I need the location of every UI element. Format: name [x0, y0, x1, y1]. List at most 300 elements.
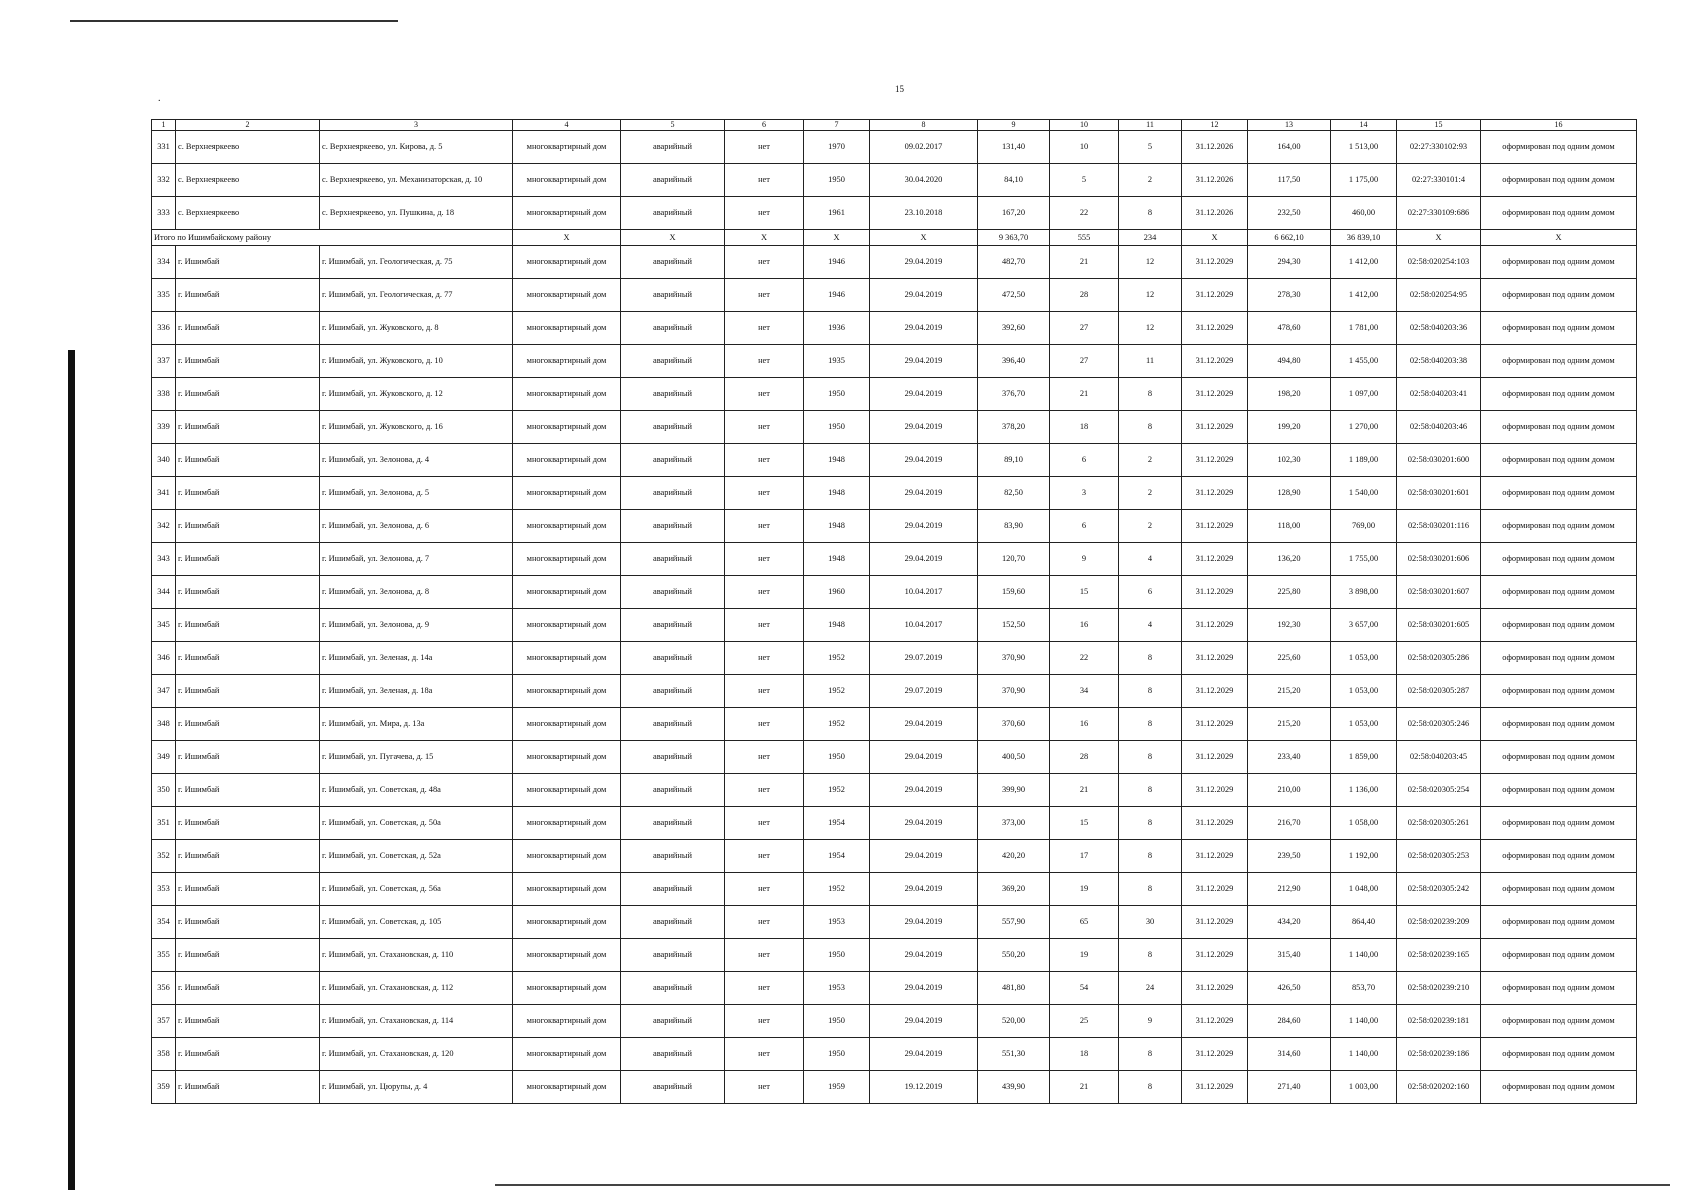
total-value: 36 839,10: [1331, 230, 1397, 246]
value-cell: 769,00: [1331, 510, 1397, 543]
year-built-cell: 1950: [804, 1005, 870, 1038]
recognition-date-cell: 29.04.2019: [870, 774, 978, 807]
condition-cell: аварийный: [621, 543, 725, 576]
land-area-cell: 198,20: [1248, 378, 1331, 411]
column-header-1: 1: [152, 120, 176, 131]
total-x-mark: X: [513, 230, 621, 246]
units-cell: 12: [1119, 312, 1182, 345]
settlement-cell: г. Ишимбай: [176, 807, 320, 840]
deadline-cell: 31.12.2029: [1182, 840, 1248, 873]
year-built-cell: 1953: [804, 972, 870, 1005]
table-row: [152, 312, 1637, 345]
settlement-cell: г. Ишимбай: [176, 708, 320, 741]
settlement-cell: г. Ишимбай: [176, 675, 320, 708]
year-built-cell: 1953: [804, 906, 870, 939]
residents-cell: 10: [1050, 131, 1119, 164]
land-status-cell: оформирован под одним домом: [1481, 411, 1637, 444]
row-number: 337: [152, 345, 176, 378]
units-cell: 24: [1119, 972, 1182, 1005]
value-cell: 853,70: [1331, 972, 1397, 1005]
cadastral-number-cell: 02:58:030201:116: [1397, 510, 1481, 543]
address-cell: г. Ишимбай, ул. Зеленая, д. 18а: [320, 675, 513, 708]
recognition-date-cell: 29.04.2019: [870, 345, 978, 378]
land-area-cell: 192,30: [1248, 609, 1331, 642]
cadastral-number-cell: 02:58:030201:607: [1397, 576, 1481, 609]
value-cell: 1 540,00: [1331, 477, 1397, 510]
table-row: [152, 131, 1637, 164]
land-area-cell: 216,70: [1248, 807, 1331, 840]
total-x-mark: X: [870, 230, 978, 246]
address-cell: г. Ишимбай, ул. Пугачева, д. 15: [320, 741, 513, 774]
condition-cell: аварийный: [621, 1038, 725, 1071]
settlement-cell: г. Ишимбай: [176, 642, 320, 675]
settlement-cell: г. Ишимбай: [176, 873, 320, 906]
row-number: 359: [152, 1071, 176, 1104]
flag-cell: нет: [725, 510, 804, 543]
value-cell: 1 270,00: [1331, 411, 1397, 444]
table-row: [152, 1038, 1637, 1071]
condition-cell: аварийный: [621, 873, 725, 906]
cadastral-number-cell: 02:58:040203:46: [1397, 411, 1481, 444]
units-cell: 8: [1119, 741, 1182, 774]
condition-cell: аварийный: [621, 741, 725, 774]
recognition-date-cell: 29.04.2019: [870, 510, 978, 543]
residents-cell: 65: [1050, 906, 1119, 939]
address-cell: г. Ишимбай, ул. Жуковского, д. 16: [320, 411, 513, 444]
value-cell: 1 140,00: [1331, 1005, 1397, 1038]
year-built-cell: 1954: [804, 807, 870, 840]
flag-cell: нет: [725, 279, 804, 312]
flag-cell: нет: [725, 246, 804, 279]
table-row: [152, 807, 1637, 840]
scan-bottom-rule: [495, 1184, 1670, 1186]
address-cell: г. Ишимбай, ул. Цюрупы, д. 4: [320, 1071, 513, 1104]
year-built-cell: 1952: [804, 642, 870, 675]
flag-cell: нет: [725, 939, 804, 972]
total-x-mark: X: [1182, 230, 1248, 246]
row-number: 333: [152, 197, 176, 230]
value-cell: 1 412,00: [1331, 279, 1397, 312]
table-row: [152, 164, 1637, 197]
area-cell: 131,40: [978, 131, 1050, 164]
land-status-cell: оформирован под одним домом: [1481, 807, 1637, 840]
year-built-cell: 1948: [804, 543, 870, 576]
building-type-cell: многоквартирный дом: [513, 477, 621, 510]
recognition-date-cell: 29.07.2019: [870, 675, 978, 708]
building-type-cell: многоквартирный дом: [513, 972, 621, 1005]
settlement-cell: с. Верхнеяркеево: [176, 197, 320, 230]
deadline-cell: 31.12.2026: [1182, 197, 1248, 230]
land-area-cell: 271,40: [1248, 1071, 1331, 1104]
building-type-cell: многоквартирный дом: [513, 741, 621, 774]
recognition-date-cell: 29.04.2019: [870, 972, 978, 1005]
deadline-cell: 31.12.2029: [1182, 477, 1248, 510]
settlement-cell: г. Ишимбай: [176, 444, 320, 477]
land-status-cell: оформирован под одним домом: [1481, 378, 1637, 411]
land-area-cell: 315,40: [1248, 939, 1331, 972]
address-cell: г. Ишимбай, ул. Стахановская, д. 112: [320, 972, 513, 1005]
land-status-cell: оформирован под одним домом: [1481, 774, 1637, 807]
recognition-date-cell: 29.04.2019: [870, 741, 978, 774]
cadastral-number-cell: 02:58:020305:261: [1397, 807, 1481, 840]
area-cell: 370,90: [978, 642, 1050, 675]
land-status-cell: оформирован под одним домом: [1481, 312, 1637, 345]
condition-cell: аварийный: [621, 642, 725, 675]
land-status-cell: оформирован под одним домом: [1481, 444, 1637, 477]
deadline-cell: 31.12.2029: [1182, 444, 1248, 477]
year-built-cell: 1952: [804, 873, 870, 906]
column-header-3: 3: [320, 120, 513, 131]
units-cell: 8: [1119, 1038, 1182, 1071]
land-area-cell: 199,20: [1248, 411, 1331, 444]
residents-cell: 16: [1050, 708, 1119, 741]
condition-cell: аварийный: [621, 774, 725, 807]
deadline-cell: 31.12.2029: [1182, 609, 1248, 642]
total-area: 9 363,70: [978, 230, 1050, 246]
year-built-cell: 1950: [804, 378, 870, 411]
recognition-date-cell: 29.04.2019: [870, 411, 978, 444]
row-number: 355: [152, 939, 176, 972]
column-header-6: 6: [725, 120, 804, 131]
area-cell: 481,80: [978, 972, 1050, 1005]
land-status-cell: оформирован под одним домом: [1481, 197, 1637, 230]
address-cell: г. Ишимбай, ул. Зелонова, д. 7: [320, 543, 513, 576]
land-area-cell: 294,30: [1248, 246, 1331, 279]
flag-cell: нет: [725, 807, 804, 840]
table-row: [152, 510, 1637, 543]
land-area-cell: 434,20: [1248, 906, 1331, 939]
table-row: [152, 246, 1637, 279]
cadastral-number-cell: 02:58:030201:600: [1397, 444, 1481, 477]
address-cell: г. Ишимбай, ул. Советская, д. 50а: [320, 807, 513, 840]
recognition-date-cell: 29.04.2019: [870, 939, 978, 972]
condition-cell: аварийный: [621, 197, 725, 230]
value-cell: 1 175,00: [1331, 164, 1397, 197]
value-cell: 864,40: [1331, 906, 1397, 939]
address-cell: г. Ишимбай, ул. Геологическая, д. 77: [320, 279, 513, 312]
deadline-cell: 31.12.2029: [1182, 939, 1248, 972]
settlement-cell: г. Ишимбай: [176, 279, 320, 312]
year-built-cell: 1948: [804, 444, 870, 477]
land-area-cell: 215,20: [1248, 708, 1331, 741]
units-cell: 5: [1119, 131, 1182, 164]
row-number: 348: [152, 708, 176, 741]
residents-cell: 18: [1050, 1038, 1119, 1071]
building-type-cell: многоквартирный дом: [513, 543, 621, 576]
flag-cell: нет: [725, 378, 804, 411]
building-type-cell: многоквартирный дом: [513, 279, 621, 312]
units-cell: 4: [1119, 543, 1182, 576]
deadline-cell: 31.12.2029: [1182, 774, 1248, 807]
cadastral-number-cell: 02:58:040203:36: [1397, 312, 1481, 345]
land-area-cell: 210,00: [1248, 774, 1331, 807]
condition-cell: аварийный: [621, 675, 725, 708]
units-cell: 8: [1119, 873, 1182, 906]
table-row: [152, 444, 1637, 477]
settlement-cell: г. Ишимбай: [176, 1071, 320, 1104]
address-cell: г. Ишимбай, ул. Зелонова, д. 8: [320, 576, 513, 609]
residents-cell: 3: [1050, 477, 1119, 510]
residents-cell: 16: [1050, 609, 1119, 642]
land-area-cell: 225,60: [1248, 642, 1331, 675]
units-cell: 8: [1119, 939, 1182, 972]
land-status-cell: оформирован под одним домом: [1481, 939, 1637, 972]
row-number: 345: [152, 609, 176, 642]
units-cell: 2: [1119, 444, 1182, 477]
value-cell: 1 140,00: [1331, 939, 1397, 972]
total-units: 234: [1119, 230, 1182, 246]
year-built-cell: 1954: [804, 840, 870, 873]
land-status-cell: оформирован под одним домом: [1481, 576, 1637, 609]
flag-cell: нет: [725, 197, 804, 230]
value-cell: 1 097,00: [1331, 378, 1397, 411]
flag-cell: нет: [725, 840, 804, 873]
settlement-cell: г. Ишимбай: [176, 1038, 320, 1071]
land-area-cell: 215,20: [1248, 675, 1331, 708]
building-type-cell: многоквартирный дом: [513, 939, 621, 972]
recognition-date-cell: 29.04.2019: [870, 1038, 978, 1071]
column-header-11: 11: [1119, 120, 1182, 131]
building-type-cell: многоквартирный дом: [513, 576, 621, 609]
deadline-cell: 31.12.2029: [1182, 708, 1248, 741]
address-cell: г. Ишимбай, ул. Зелонова, д. 9: [320, 609, 513, 642]
recognition-date-cell: 29.04.2019: [870, 279, 978, 312]
row-number: 358: [152, 1038, 176, 1071]
units-cell: 12: [1119, 279, 1182, 312]
land-area-cell: 494,80: [1248, 345, 1331, 378]
condition-cell: аварийный: [621, 378, 725, 411]
recognition-date-cell: 29.04.2019: [870, 444, 978, 477]
area-cell: 392,60: [978, 312, 1050, 345]
land-area-cell: 128,90: [1248, 477, 1331, 510]
land-status-cell: оформирован под одним домом: [1481, 510, 1637, 543]
settlement-cell: г. Ишимбай: [176, 543, 320, 576]
residents-cell: 22: [1050, 197, 1119, 230]
units-cell: 11: [1119, 345, 1182, 378]
cadastral-number-cell: 02:58:020239:210: [1397, 972, 1481, 1005]
cadastral-number-cell: 02:58:030201:601: [1397, 477, 1481, 510]
building-type-cell: многоквартирный дом: [513, 411, 621, 444]
table-row: [152, 972, 1637, 1005]
recognition-date-cell: 29.04.2019: [870, 840, 978, 873]
cadastral-number-cell: 02:58:020202:160: [1397, 1071, 1481, 1104]
land-area-cell: 102,30: [1248, 444, 1331, 477]
condition-cell: аварийный: [621, 1071, 725, 1104]
table-row: [152, 741, 1637, 774]
cadastral-number-cell: 02:58:020239:165: [1397, 939, 1481, 972]
year-built-cell: 1950: [804, 1038, 870, 1071]
column-header-8: 8: [870, 120, 978, 131]
row-number: 356: [152, 972, 176, 1005]
settlement-cell: г. Ишимбай: [176, 378, 320, 411]
table-row: [152, 675, 1637, 708]
residents-cell: 21: [1050, 774, 1119, 807]
row-number: 338: [152, 378, 176, 411]
row-number: 336: [152, 312, 176, 345]
land-status-cell: оформирован под одним домом: [1481, 543, 1637, 576]
table-row: [152, 197, 1637, 230]
address-cell: г. Ишимбай, ул. Стахановская, д. 110: [320, 939, 513, 972]
total-residents: 555: [1050, 230, 1119, 246]
units-cell: 8: [1119, 708, 1182, 741]
land-status-cell: оформирован под одним домом: [1481, 642, 1637, 675]
condition-cell: аварийный: [621, 972, 725, 1005]
residents-cell: 28: [1050, 279, 1119, 312]
land-status-cell: оформирован под одним домом: [1481, 246, 1637, 279]
flag-cell: нет: [725, 345, 804, 378]
residents-cell: 18: [1050, 411, 1119, 444]
recognition-date-cell: 09.02.2017: [870, 131, 978, 164]
recognition-date-cell: 29.04.2019: [870, 312, 978, 345]
value-cell: 460,00: [1331, 197, 1397, 230]
cadastral-number-cell: 02:58:040203:38: [1397, 345, 1481, 378]
area-cell: 370,90: [978, 675, 1050, 708]
row-number: 332: [152, 164, 176, 197]
flag-cell: нет: [725, 774, 804, 807]
area-cell: 167,20: [978, 197, 1050, 230]
address-cell: г. Ишимбай, ул. Зелонова, д. 4: [320, 444, 513, 477]
table-row: [152, 708, 1637, 741]
condition-cell: аварийный: [621, 345, 725, 378]
land-status-cell: оформирован под одним домом: [1481, 345, 1637, 378]
units-cell: 4: [1119, 609, 1182, 642]
recognition-date-cell: 29.04.2019: [870, 906, 978, 939]
cadastral-number-cell: 02:58:040203:41: [1397, 378, 1481, 411]
year-built-cell: 1948: [804, 477, 870, 510]
building-type-cell: многоквартирный дом: [513, 345, 621, 378]
residents-cell: 25: [1050, 1005, 1119, 1038]
residents-cell: 28: [1050, 741, 1119, 774]
year-built-cell: 1950: [804, 741, 870, 774]
row-number: 354: [152, 906, 176, 939]
building-type-cell: многоквартирный дом: [513, 312, 621, 345]
cadastral-number-cell: 02:58:020305:246: [1397, 708, 1481, 741]
building-type-cell: многоквартирный дом: [513, 1038, 621, 1071]
area-cell: 400,50: [978, 741, 1050, 774]
row-number: 334: [152, 246, 176, 279]
row-number: 347: [152, 675, 176, 708]
condition-cell: аварийный: [621, 477, 725, 510]
land-status-cell: оформирован под одним домом: [1481, 708, 1637, 741]
column-header-5: 5: [621, 120, 725, 131]
land-status-cell: оформирован под одним домом: [1481, 906, 1637, 939]
value-cell: 1 053,00: [1331, 708, 1397, 741]
settlement-cell: г. Ишимбай: [176, 576, 320, 609]
row-number: 357: [152, 1005, 176, 1038]
residents-cell: 17: [1050, 840, 1119, 873]
settlement-cell: г. Ишимбай: [176, 609, 320, 642]
deadline-cell: 31.12.2026: [1182, 164, 1248, 197]
cadastral-number-cell: 02:58:020305:286: [1397, 642, 1481, 675]
year-built-cell: 1961: [804, 197, 870, 230]
recognition-date-cell: 29.07.2019: [870, 642, 978, 675]
flag-cell: нет: [725, 411, 804, 444]
building-type-cell: многоквартирный дом: [513, 906, 621, 939]
settlement-cell: г. Ишимбай: [176, 312, 320, 345]
column-header-10: 10: [1050, 120, 1119, 131]
flag-cell: нет: [725, 543, 804, 576]
cadastral-number-cell: 02:58:020305:287: [1397, 675, 1481, 708]
units-cell: 8: [1119, 378, 1182, 411]
housing-register-table: [151, 119, 1637, 1104]
row-number: 351: [152, 807, 176, 840]
settlement-cell: г. Ишимбай: [176, 906, 320, 939]
table-row: [152, 477, 1637, 510]
value-cell: 1 003,00: [1331, 1071, 1397, 1104]
land-area-cell: 164,00: [1248, 131, 1331, 164]
flag-cell: нет: [725, 1038, 804, 1071]
condition-cell: аварийный: [621, 312, 725, 345]
building-type-cell: многоквартирный дом: [513, 774, 621, 807]
condition-cell: аварийный: [621, 1005, 725, 1038]
column-number-header: [152, 120, 1637, 131]
flag-cell: нет: [725, 675, 804, 708]
flag-cell: нет: [725, 708, 804, 741]
building-type-cell: многоквартирный дом: [513, 675, 621, 708]
land-area-cell: 233,40: [1248, 741, 1331, 774]
column-header-16: 16: [1481, 120, 1637, 131]
residents-cell: 9: [1050, 543, 1119, 576]
address-cell: г. Ишимбай, ул. Жуковского, д. 8: [320, 312, 513, 345]
table-row: [152, 576, 1637, 609]
year-built-cell: 1952: [804, 708, 870, 741]
units-cell: 9: [1119, 1005, 1182, 1038]
table-row: [152, 840, 1637, 873]
year-built-cell: 1959: [804, 1071, 870, 1104]
area-cell: 376,70: [978, 378, 1050, 411]
deadline-cell: 31.12.2029: [1182, 576, 1248, 609]
row-number: 346: [152, 642, 176, 675]
units-cell: 8: [1119, 675, 1182, 708]
value-cell: 1 053,00: [1331, 675, 1397, 708]
recognition-date-cell: 29.04.2019: [870, 378, 978, 411]
settlement-cell: г. Ишимбай: [176, 477, 320, 510]
year-built-cell: 1970: [804, 131, 870, 164]
cadastral-number-cell: 02:58:020254:95: [1397, 279, 1481, 312]
address-cell: г. Ишимбай, ул. Зелонова, д. 5: [320, 477, 513, 510]
cadastral-number-cell: 02:27:330102:93: [1397, 131, 1481, 164]
building-type-cell: многоквартирный дом: [513, 708, 621, 741]
value-cell: 1 189,00: [1331, 444, 1397, 477]
year-built-cell: 1952: [804, 774, 870, 807]
land-status-cell: оформирован под одним домом: [1481, 873, 1637, 906]
area-cell: 520,00: [978, 1005, 1050, 1038]
condition-cell: аварийный: [621, 708, 725, 741]
year-built-cell: 1952: [804, 675, 870, 708]
total-x-mark: X: [621, 230, 725, 246]
recognition-date-cell: 29.04.2019: [870, 543, 978, 576]
land-status-cell: оформирован под одним домом: [1481, 1071, 1637, 1104]
table-row: [152, 774, 1637, 807]
residents-cell: 27: [1050, 345, 1119, 378]
table-row: [152, 642, 1637, 675]
building-type-cell: многоквартирный дом: [513, 642, 621, 675]
deadline-cell: 31.12.2029: [1182, 279, 1248, 312]
area-cell: 420,20: [978, 840, 1050, 873]
recognition-date-cell: 19.12.2019: [870, 1071, 978, 1104]
building-type-cell: многоквартирный дом: [513, 197, 621, 230]
column-header-15: 15: [1397, 120, 1481, 131]
scan-top-rule: [70, 20, 398, 22]
land-area-cell: 118,00: [1248, 510, 1331, 543]
area-cell: 378,20: [978, 411, 1050, 444]
units-cell: 2: [1119, 477, 1182, 510]
land-status-cell: оформирован под одним домом: [1481, 741, 1637, 774]
deadline-cell: 31.12.2029: [1182, 312, 1248, 345]
condition-cell: аварийный: [621, 807, 725, 840]
settlement-cell: с. Верхнеяркеево: [176, 131, 320, 164]
value-cell: 1 136,00: [1331, 774, 1397, 807]
